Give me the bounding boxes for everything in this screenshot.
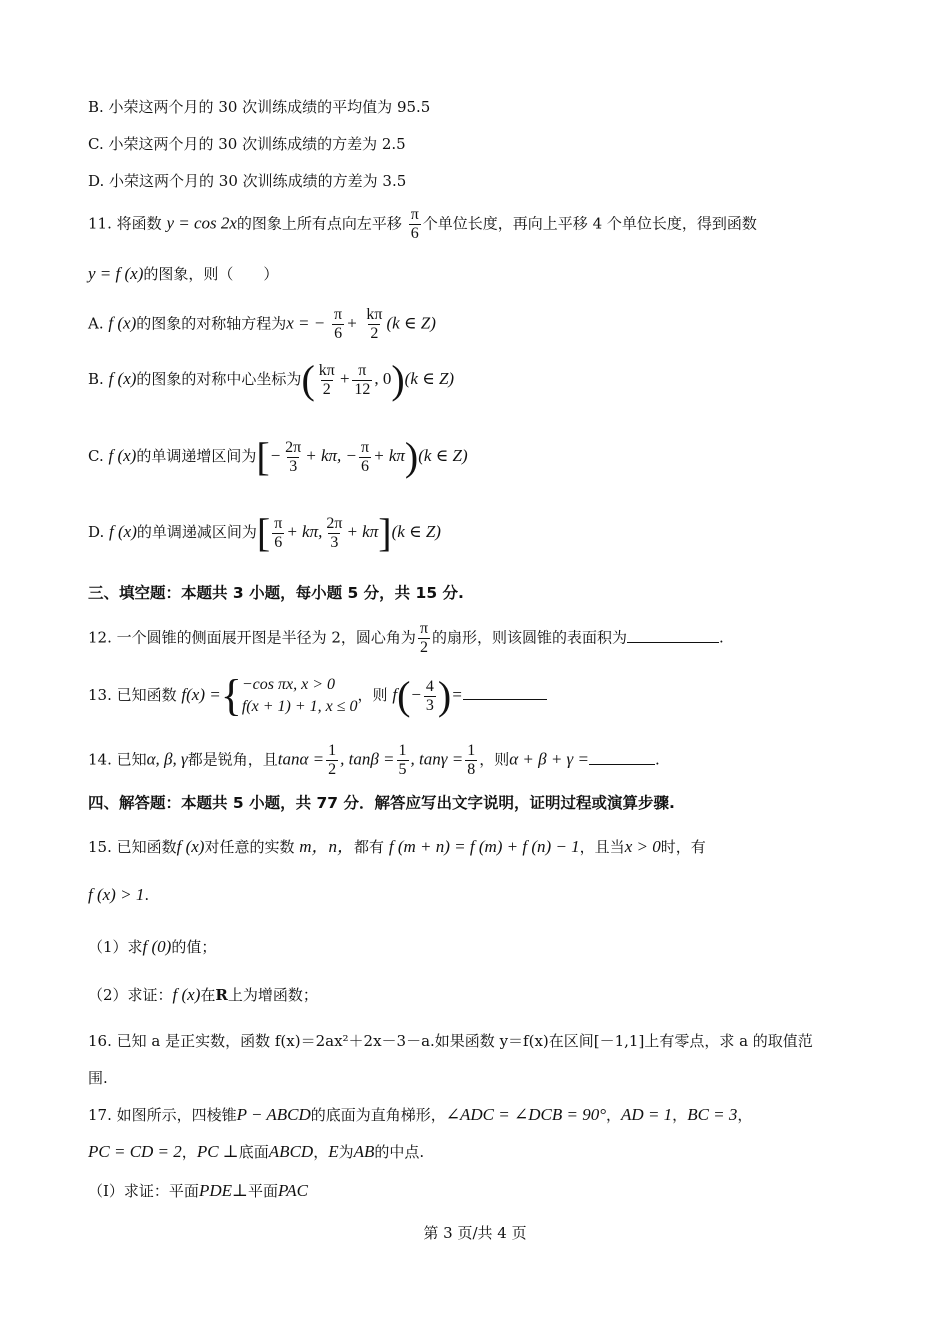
question-15-part2: （2）求证：f (x)在R上为增函数； xyxy=(88,985,318,1004)
q11-option-c: C. f (x)的单调递增区间为[− $\frac{2\pi}{3}$ + kπ, − $\frac{\pi}{6}$ + kπ)(k ∈ Z) xyxy=(88,434,468,479)
question-17: 17. 如图所示，四棱锥P − ABCD的底面为直角梯形，∠ADC = ∠DCB = 90°，AD = 1，BC = 3， xyxy=(88,1105,753,1124)
question-15-line2: f (x) > 1. xyxy=(88,885,150,904)
question-11: 11. 将函数 y = cos 2x的图象上所有点向左平移 $\frac{\pi}{6}$ 个单位长度，再向上平移 4 个单位长度，得到函数 xyxy=(88,206,757,242)
question-15: 15. 已知函数f (x)对任意的实数 m，n，都有 f (m + n) = f (m) + f (n) − 1，且当x > 0时，有 xyxy=(88,837,706,856)
question-17-line2: PC = CD = 2，PC ⊥底面ABCD，E为AB的中点. xyxy=(88,1142,425,1161)
question-17-part1: （Ⅰ）求证：平面PDE⊥平面PAC xyxy=(88,1181,308,1200)
fraction: $\frac{\pi}{6}$ xyxy=(410,206,419,242)
question-16: 16. 已知 a 是正实数，函数 f(x)＝2ax²＋2x－3－a.如果函数 y＝f(x)在区间[－1,1]上有零点，求 a 的取值范 xyxy=(88,1032,813,1050)
question-11-line2: y = f (x)的图象，则（ ） xyxy=(88,264,279,283)
option-d: D. 小荣这两个月的 30 次训练成绩的方差为 3.5 xyxy=(88,172,407,190)
question-13: 13. 已知函数 f(x) ={ −cos πx, x > 0 f(x + 1) + 1, x ≤ 0 ，则 f(− $\frac{4}{3}$ )= xyxy=(88,674,547,718)
question-16-line2: 围. xyxy=(88,1069,108,1087)
option-c: C. 小荣这两个月的 30 次训练成绩的方差为 2.5 xyxy=(88,135,406,153)
q11-option-b: B. f (x)的图象的对称中心坐标为( $\frac{k\pi}{2}$ + $\frac{\pi}{12}$ , 0)(k ∈ Z) xyxy=(88,357,455,402)
section-4-title: 四、解答题：本题共 5 小题，共 77 分．解答应写出文字说明，证明过程或演算步骤. xyxy=(88,794,675,812)
answer-blank xyxy=(589,750,655,765)
q11-option-a: A. f (x)的图象的对称轴方程为x = − $\frac{\pi}{6}$ + $\frac{k\pi}{2}$ (k ∈ Z) xyxy=(88,306,436,342)
answer-blank xyxy=(627,628,719,643)
question-15-part1: （1）求f (0)的值； xyxy=(88,937,217,956)
answer-blank xyxy=(463,685,547,700)
question-12: 12. 一个圆锥的侧面展开图是半径为 2，圆心角为 $\frac{\pi}{2}$ 的扇形，则该圆锥的表面积为 . xyxy=(88,620,724,656)
page-footer: 第 3 页/共 4 页 xyxy=(423,1224,527,1242)
question-14: 14. 已知α, β, γ都是锐角，且tanα = $\frac{1}{2}$ , tanβ = $\frac{1}{5}$ , tanγ = $\frac{1}{8}$ ，则α + β + γ = . xyxy=(88,742,660,778)
option-b: B. 小荣这两个月的 30 次训练成绩的平均值为 95.5 xyxy=(88,98,431,116)
section-3-title: 三、填空题：本题共 3 小题，每小题 5 分，共 15 分. xyxy=(88,584,464,602)
q11-option-d: D. f (x)的单调递减区间为[ $\frac{\pi}{6}$ + kπ, $\frac{2\pi}{3}$ + kπ](k ∈ Z) xyxy=(88,510,441,555)
